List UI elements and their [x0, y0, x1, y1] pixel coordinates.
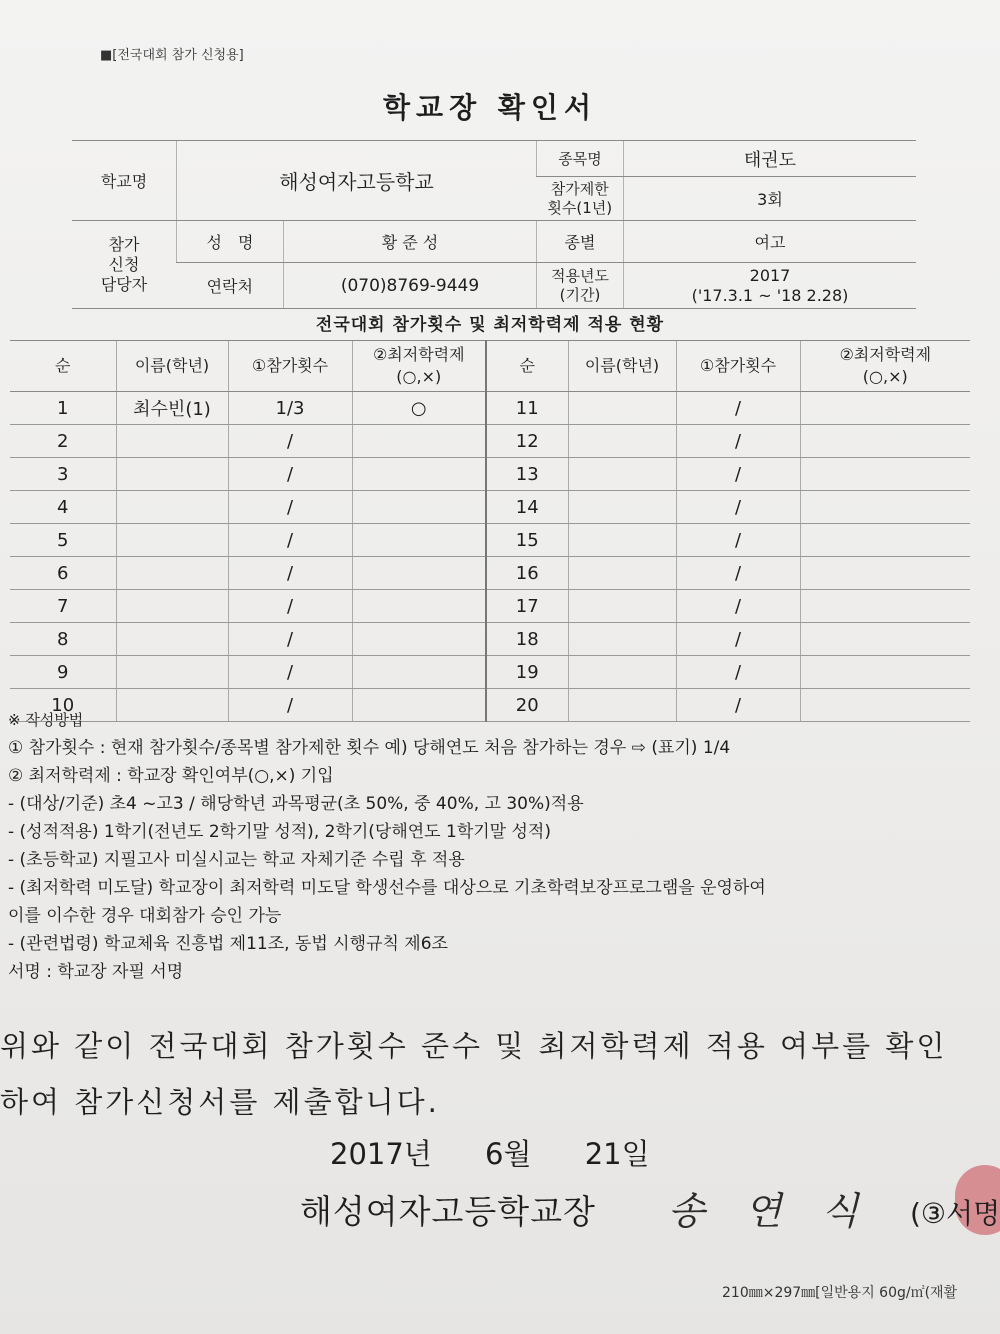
row-number: 5	[10, 524, 116, 557]
student-name	[568, 458, 676, 491]
table-row	[10, 458, 970, 491]
table-row	[10, 524, 970, 557]
apply-year-value	[624, 263, 917, 309]
row-number: 20	[486, 689, 568, 722]
row-number: 6	[10, 557, 116, 590]
contact-label-line2: 신청	[108, 254, 140, 274]
student-name	[568, 623, 676, 656]
row-number: 18	[486, 623, 568, 656]
min-academic-check	[800, 491, 970, 524]
student-name	[568, 656, 676, 689]
instruction-line: ② 최저학력제 : 학교장 확인여부(○,×) 기입	[8, 766, 334, 786]
min-academic-check	[800, 557, 970, 590]
instruction-line: - (초등학교) 지필고사 미실시교는 학교 자체기준 수립 후 적용	[8, 850, 465, 870]
col-min-left-line1: ②최저학력제	[372, 345, 465, 364]
person-name-value: 황 준 성	[284, 221, 537, 263]
limit-label-line2: 횟수(1년)	[547, 198, 613, 217]
form-type-label: ■[전국대회 참가 신청용]	[100, 48, 244, 63]
principal-title: 해성여자고등학교장	[300, 1192, 596, 1231]
row-number: 11	[486, 392, 568, 425]
date-month: 6월	[485, 1137, 532, 1171]
participation-count: /	[228, 491, 352, 524]
instruction-line: - (성적적용) 1학기(전년도 2학기말 성적), 2학기(당해연도 1학기말 성적)	[8, 822, 551, 842]
student-name	[568, 590, 676, 623]
table-row	[10, 656, 970, 689]
min-academic-check	[352, 656, 486, 689]
date-year: 2017년	[330, 1137, 432, 1171]
col-count-left: ①참가횟수	[228, 341, 352, 392]
row-number: 16	[486, 557, 568, 590]
student-name	[116, 557, 228, 590]
phone-value: (070)8769-9449	[284, 263, 537, 309]
phone-label: 연락처	[177, 263, 284, 309]
min-academic-check	[352, 623, 486, 656]
participation-count: /	[228, 689, 352, 722]
row-number: 13	[486, 458, 568, 491]
declaration-line: 하여 참가신청서를 제출합니다.	[0, 1085, 440, 1119]
instruction-line: - (관련법령) 학교체육 진흥법 제11조, 동법 시행규칙 제6조	[8, 934, 448, 954]
instructions	[8, 706, 766, 986]
event-value: 태권도	[624, 141, 917, 177]
participation-count: /	[676, 524, 800, 557]
type-label: 종별	[537, 221, 624, 263]
participation-count: /	[676, 458, 800, 491]
row-number: 9	[10, 656, 116, 689]
student-name	[116, 425, 228, 458]
participation-count: /	[228, 557, 352, 590]
table-row	[10, 590, 970, 623]
min-academic-check	[352, 590, 486, 623]
paper-spec-footer: 210㎜×297㎜[일반용지 60g/㎡(재활	[722, 1285, 958, 1301]
row-number: 19	[486, 656, 568, 689]
student-name	[568, 491, 676, 524]
instruction-line: - (최저학력 미도달) 학교장이 최저학력 미도달 학생선수를 대상으로 기초학력보장프로그램을 운영하여	[8, 878, 766, 898]
col-name-right: 이름(학년)	[568, 341, 676, 392]
participation-count: /	[676, 656, 800, 689]
page-title: 학교장 확인서	[382, 91, 598, 124]
student-name	[568, 392, 676, 425]
min-academic-check	[800, 458, 970, 491]
participation-count: /	[228, 524, 352, 557]
min-academic-check	[800, 689, 970, 722]
contact-person-label	[72, 221, 177, 309]
participation-count: /	[228, 458, 352, 491]
row-number: 2	[10, 425, 116, 458]
student-name	[116, 491, 228, 524]
participation-count: /	[676, 557, 800, 590]
type-value: 여고	[624, 221, 917, 263]
table-row	[10, 623, 970, 656]
row-number: 10	[10, 689, 116, 722]
table-row	[10, 491, 970, 524]
table-row	[10, 425, 970, 458]
participation-count: /	[676, 425, 800, 458]
min-academic-check	[800, 623, 970, 656]
col-name-left: 이름(학년)	[116, 341, 228, 392]
participation-count: 1/3	[228, 392, 352, 425]
contact-label-line1: 참가	[108, 234, 140, 254]
table-row	[10, 392, 970, 425]
limit-label-line1: 참가제한	[550, 179, 609, 198]
min-academic-check	[800, 590, 970, 623]
apply-year: 2017	[749, 265, 791, 285]
student-name	[568, 524, 676, 557]
declaration-line: 위와 같이 전국대회 참가횟수 준수 및 최저학력제 적용 여부를 확인	[0, 1029, 948, 1063]
student-name	[116, 656, 228, 689]
student-name	[116, 623, 228, 656]
row-number: 12	[486, 425, 568, 458]
student-name	[568, 425, 676, 458]
participation-count: /	[676, 491, 800, 524]
school-info-table	[72, 140, 916, 309]
row-number: 17	[486, 590, 568, 623]
seal-label: (③서명	[910, 1197, 1000, 1230]
participation-count: /	[228, 425, 352, 458]
col-min-right	[800, 341, 970, 392]
col-min-left-line2: (○,×)	[396, 367, 442, 386]
handwritten-signature: 송 연 식	[668, 1189, 873, 1233]
row-number: 1	[10, 392, 116, 425]
status-table-title: 전국대회 참가횟수 및 최저학력제 적용 현황	[315, 315, 665, 335]
instruction-line: 서명 : 학교장 자필 서명	[8, 962, 184, 982]
school-name-label: 학교명	[72, 141, 177, 221]
declaration	[0, 1018, 947, 1130]
min-academic-check	[352, 524, 486, 557]
student-name	[116, 524, 228, 557]
row-number: 14	[486, 491, 568, 524]
col-min-right-line1: ②최저학력제	[839, 345, 932, 364]
instruction-line: ※ 작성방법	[8, 711, 84, 729]
participation-count: /	[676, 623, 800, 656]
participation-count: /	[228, 590, 352, 623]
row-number: 15	[486, 524, 568, 557]
row-number: 3	[10, 458, 116, 491]
date-day: 21일	[584, 1137, 650, 1171]
limit-label	[537, 177, 624, 221]
participation-status-table	[10, 340, 970, 722]
col-no-left: 순	[10, 341, 116, 392]
student-name: 최수빈(1)	[116, 392, 228, 425]
participation-count: /	[676, 392, 800, 425]
min-academic-check	[800, 425, 970, 458]
min-academic-check	[800, 656, 970, 689]
participation-count: /	[228, 656, 352, 689]
student-name	[116, 458, 228, 491]
instruction-line: - (대상/기준) 초4 ~고3 / 해당학년 과목평균(초 50%, 중 40%, 고 30%)적용	[8, 794, 584, 814]
event-label: 종목명	[537, 141, 624, 177]
min-academic-check	[352, 557, 486, 590]
min-academic-check	[352, 458, 486, 491]
apply-year-label	[537, 263, 624, 309]
min-academic-check: ○	[352, 392, 486, 425]
min-academic-check	[800, 524, 970, 557]
apply-period: ('17.3.1 ~ '18 2.28)	[691, 285, 849, 305]
contact-label-line3: 담당자	[100, 274, 148, 294]
min-academic-check	[352, 425, 486, 458]
row-number: 4	[10, 491, 116, 524]
participation-count: /	[676, 590, 800, 623]
instruction-line: ① 참가횟수 : 현재 참가횟수/종목별 참가제한 횟수 예) 당해연도 처음 참가하는 경우 ⇨ (표기) 1/4	[8, 738, 731, 758]
col-count-right: ①참가횟수	[676, 341, 800, 392]
col-no-right: 순	[486, 341, 568, 392]
row-number: 7	[10, 590, 116, 623]
submission-date	[330, 1132, 694, 1173]
col-min-right-line2: (○,×)	[862, 367, 908, 386]
student-name	[116, 590, 228, 623]
min-academic-check	[352, 491, 486, 524]
col-min-left	[352, 341, 486, 392]
person-name-label: 성 명	[177, 221, 284, 263]
participation-count: /	[676, 689, 800, 722]
apply-year-label-line1: 적용년도	[551, 266, 609, 285]
table-row	[10, 557, 970, 590]
student-name	[568, 557, 676, 590]
participation-count: /	[228, 623, 352, 656]
apply-year-label-line2: (기간)	[559, 285, 601, 304]
row-number: 8	[10, 623, 116, 656]
school-name-value: 해성여자고등학교	[177, 141, 537, 221]
limit-value: 3회	[624, 177, 917, 221]
instruction-line: 이를 이수한 경우 대회참가 승인 가능	[8, 906, 282, 926]
min-academic-check	[800, 392, 970, 425]
